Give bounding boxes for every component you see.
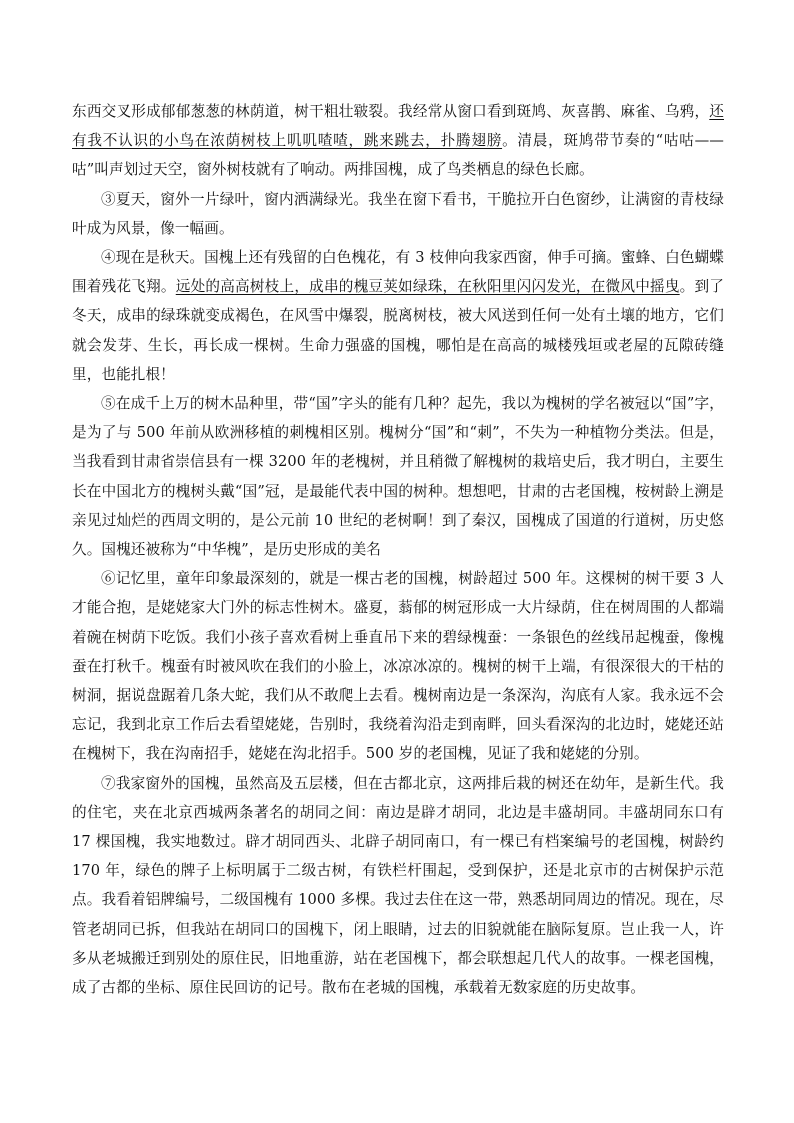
paragraph-7-hutong-locust (72, 769, 724, 1003)
paragraph-2-continued (72, 97, 724, 185)
underlined-sentence: 还有我不认识的小鸟在浓荫树枝上叽叽喳喳，跳来跳去，扑腾翅膀 (72, 103, 724, 150)
paragraph-4-autumn (72, 243, 724, 389)
paragraph-text: 。到了冬天，成串的绿珠就变成褐色，在风雪中爆裂，脱离树枝，被大风送到任何一处有土壤的地方，它们就会发芽、生长，再长成一棵树。生命力强盛的国槐，哪怕是在高高的城楼残垣或老屋的瓦隙砖缝里，也能扎根！ (72, 278, 724, 383)
document-page (72, 97, 724, 1002)
paragraph-text: ⑥记忆里，童年印象最深刻的，就是一棵古老的国槐，树龄超过 500 年。这棵树的树干要 3 人才能合抱，是姥姥家大门外的标志性树木。盛夏，蓊郁的树冠形成一大片绿荫，住在树周围的人都端着碗在树荫下吃饭。我们小孩子喜欢看树上垂直吊下来的碧绿槐蚕：一条银色的丝线吊起槐蚕，像槐蚕在打秋千。槐蚕有时被风吹在我们的小脸上，冰凉冰凉的。槐树的树干上端，有很深很大的干枯的树洞，据说盘踞着几条大蛇，我们从不敢爬上去看。槐树南边是一条深沟，沟底有人家。我永远不会忘记，我到北京工作后去看望姥姥，告别时，我绕着沟沿走到南畔，回头看深沟的北边时，姥姥还站在槐树下，我在沟南招手，姥姥在沟北招手。500 岁的老国槐，见证了我和姥姥的分别。 (72, 570, 724, 763)
underlined-sentence: 远处的高高树枝上，成串的槐豆荚如绿珠，在秋阳里闪闪发光，在微风中摇曳 (175, 278, 680, 296)
paragraph-text: 东西交叉形成郁郁葱葱的林荫道，树干粗壮皲裂。我经常从窗口看到斑鸠、灰喜鹊、麻雀、乌鸦， (72, 103, 710, 120)
paragraph-text: ④现在是秋天。国槐上还有残留的白色槐花，有 3 枝伸向我家西窗，伸手可摘。蜜蜂、白色蝴蝶围着残花飞翔。 (72, 249, 724, 296)
paragraph-text: ⑤在成千上万的树木品种里，带“国”字头的能有几种？起先，我以为槐树的学名被冠以“国”字，是为了与 500 年前从欧洲移植的刺槐相区别。槐树分“国”和“刺”，不失为一种植物分类法。但是，当我看到甘肃省崇信县有一棵 3200 年的老槐树，并且稍微了解槐树的栽培史后，我才明白，主要生长在中国北方的槐树头戴“国”冠，是最能代表中国的树种。想想吧，甘肃的古老国槐，桉树龄上溯是亲见过灿烂的西周文明的，是公元前 10 世纪的老树啊！到了秦汉，国槐成了国道的行道树，历史悠久。国槐还被称为“中华槐”，是历史形成的美名 (72, 395, 724, 559)
paragraph-3-summer (72, 185, 724, 243)
paragraph-5-national-tree (72, 389, 724, 564)
paragraph-text: ⑦我家窗外的国槐，虽然高及五层楼，但在古都北京，这两排后栽的树还在幼年，是新生代。我的住宅，夹在北京西城两条著名的胡同之间：南边是辟才胡同，北边是丰盛胡同。丰盛胡同东口有 17 棵国槐，我实地数过。辟才胡同西头、北辟子胡同南口，有一棵已有档案编号的老国槐，树龄约 170 年，绿色的牌子上标明属于二级古树，有铁栏杆围起，受到保护，还是北京市的古树保护示范点。我看着铝牌编号，二级国槐有 1000 多棵。我过去住在这一带，熟悉胡同周边的情况。现在，尽管老胡同已拆，但我站在胡同口的国槐下，闭上眼睛，过去的旧貌就能在脑际复原。岂止我一人，许多从老城搬迁到别处的原住民，旧地重游，站在老国槐下，都会联想起几代人的故事。一棵老国槐，成了古都的坐标、原住民回访的记号。散布在老城的国槐，承载着无数家庭的历史故事。 (72, 774, 724, 997)
paragraph-text: 。清晨，斑鸠带节奏的“咕咕——咕”叫声划过天空，窗外树枝就有了响动。两排国槐，成了鸟类栖息的绿色长廊。 (72, 132, 724, 179)
paragraph-text: ③夏天，窗外一片绿叶，窗内洒满绿光。我坐在窗下看书，干脆拉开白色窗纱，让满窗的青枝绿叶成为风景，像一幅画。 (72, 190, 724, 237)
paragraph-6-childhood-memory (72, 564, 724, 768)
